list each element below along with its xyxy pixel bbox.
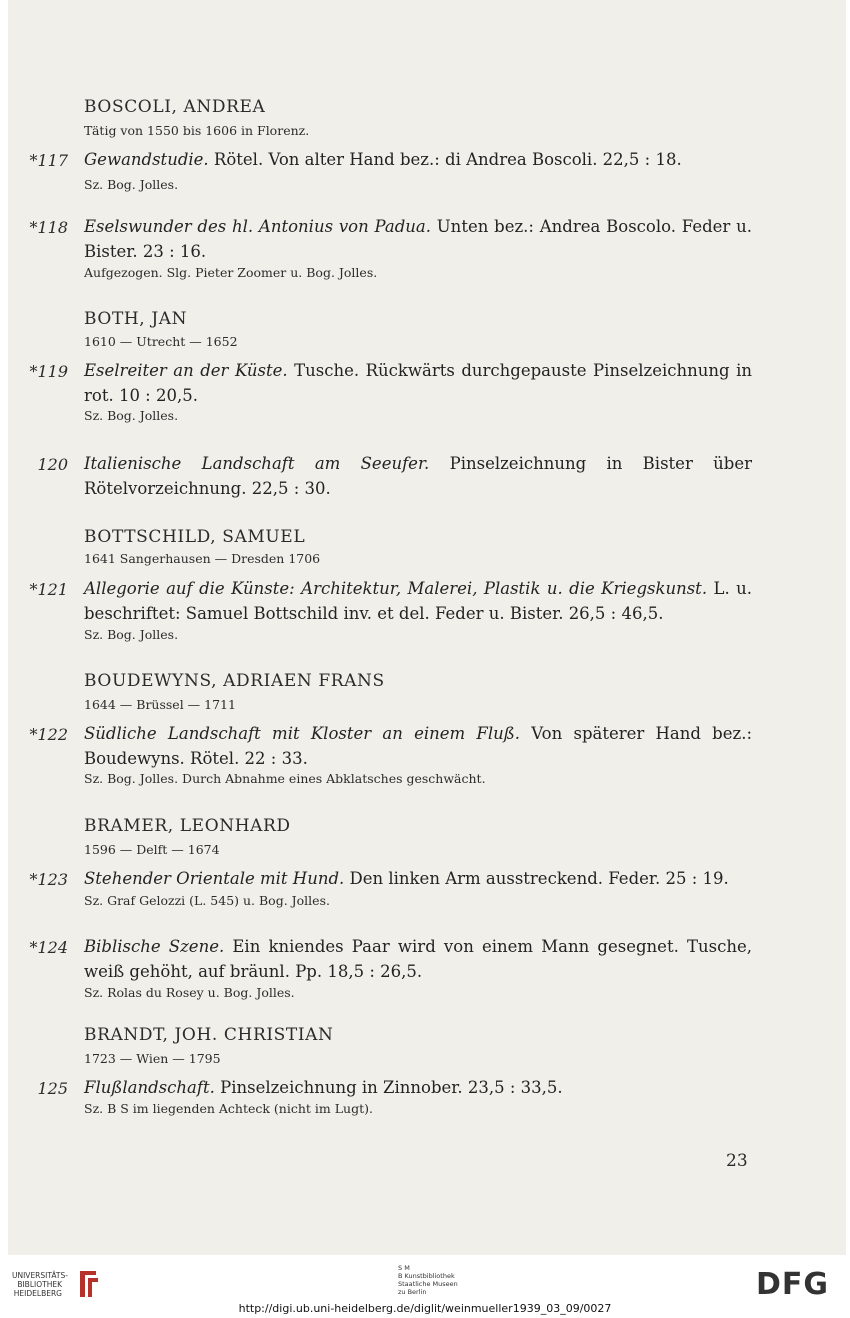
entry-text: Tusche. Rückwärts durchgepauste Pinselzeichnung in rot. 10 : 20,5. — [84, 361, 752, 405]
entry-text: L. u. beschriftet: Samuel Bottschild inv. et del. Feder u. Bister. 26,5 : 46,5. — [84, 579, 752, 623]
entry-title: Eselswunder des hl. Antonius von Padua. — [84, 217, 431, 236]
entry-title: Biblische Szene. — [84, 937, 225, 956]
catalog-number: *118 — [29, 218, 68, 237]
catalog-number: *117 — [29, 151, 68, 170]
entry-description — [84, 451, 752, 501]
catalog-number: 125 — [37, 1079, 68, 1098]
dfg-logo: DFG — [756, 1267, 830, 1302]
catalog-number: *123 — [29, 870, 68, 889]
staatliche-museen-label: S M B Kunstbibliothek Staatliche Museen zu Berlin — [398, 1264, 458, 1296]
entry-note: Sz. Bog. Jolles. — [84, 408, 179, 423]
entry-note: Sz. Graf Gelozzi (L. 545) u. Bog. Jolles. — [84, 893, 330, 908]
entry-title: Südliche Landschaft mit Kloster an einem Fluß. — [84, 724, 521, 743]
page-url-link[interactable]: http://digi.ub.uni-heidelberg.de/diglit/weinmueller1939_03_09/0027 — [238, 1302, 612, 1315]
entry-description — [84, 866, 752, 891]
page-number: 23 — [726, 1151, 748, 1171]
artist-dates: 1641 Sangerhausen — Dresden 1706 — [84, 551, 321, 566]
entry-title: Gewandstudie. — [84, 150, 209, 169]
entry-title: Allegorie auf die Künste: Architektur, Malerei, Plastik u. die Kriegskunst. — [84, 579, 708, 598]
artist-heading: BRAMER, LEONHARD — [84, 816, 291, 836]
entry-description — [84, 1075, 752, 1100]
artist-heading: BRANDT, JOH. CHRISTIAN — [84, 1025, 334, 1045]
entry-description — [84, 214, 752, 264]
entry-text: Unten bez.: Andrea Boscolo. Feder u. Bister. 23 : 16. — [84, 217, 752, 261]
entry-title: Italienische Landschaft am Seeufer. — [84, 454, 430, 473]
entry-text: Pinselzeichnung in Bister über Rötelvorzeichnung. 22,5 : 30. — [84, 454, 752, 498]
artist-heading: BOSCOLI, ANDREA — [84, 97, 266, 117]
entry-description — [84, 934, 752, 984]
entry-note: Sz. Bog. Jolles. — [84, 627, 179, 642]
university-logo-icon — [76, 1267, 102, 1301]
entry-text: Pinselzeichnung in Zinnober. 23,5 : 33,5. — [220, 1078, 563, 1097]
university-library-label: UNIVERSITÄTS- BIBLIOTHEK HEIDELBERG — [12, 1271, 68, 1298]
entry-title: Eselreiter an der Küste. — [84, 361, 288, 380]
entry-note: Aufgezogen. Slg. Pieter Zoomer u. Bog. Jolles. — [84, 265, 378, 280]
catalog-number: *121 — [29, 580, 68, 599]
catalog-number: *119 — [29, 362, 68, 381]
entry-description — [84, 721, 752, 771]
viewer-footer — [0, 1255, 850, 1318]
artist-dates: 1644 — Brüssel — 1711 — [84, 697, 236, 712]
artist-dates: 1610 — Utrecht — 1652 — [84, 334, 238, 349]
artist-heading: BOTH, JAN — [84, 309, 188, 329]
entry-text: Rötel. Von alter Hand bez.: di Andrea Boscoli. 22,5 : 18. — [213, 150, 682, 169]
catalog-number: *122 — [29, 725, 68, 744]
artist-dates: 1596 — Delft — 1674 — [84, 842, 220, 857]
artist-dates: Tätig von 1550 bis 1606 in Florenz. — [84, 123, 310, 138]
entry-note: Sz. B S im liegenden Achteck (nicht im Lugt). — [84, 1101, 373, 1116]
entry-description — [84, 576, 752, 626]
catalog-number: 120 — [37, 455, 68, 474]
artist-heading: BOTTSCHILD, SAMUEL — [84, 527, 306, 547]
entry-note: Sz. Bog. Jolles. Durch Abnahme eines Abklatsches geschwächt. — [84, 771, 486, 786]
entry-title: Flußlandschaft. — [84, 1078, 215, 1097]
entry-title: Stehender Orientale mit Hund. — [84, 869, 345, 888]
entry-text: Von späterer Hand bez.: Boudewyns. Rötel. 22 : 33. — [84, 724, 753, 768]
entry-description — [84, 358, 752, 408]
entry-note: Sz. Rolas du Rosey u. Bog. Jolles. — [84, 985, 295, 1000]
catalog-number: *124 — [29, 938, 68, 957]
artist-dates: 1723 — Wien — 1795 — [84, 1051, 221, 1066]
entry-description — [84, 147, 752, 172]
entry-text: Ein kniendes Paar wird von einem Mann gesegnet. Tusche, weiß gehöht, auf bräunl. Pp. 18,5 : 26,5. — [84, 937, 752, 981]
entry-note: Sz. Bog. Jolles. — [84, 177, 179, 192]
artist-heading: BOUDEWYNS, ADRIAEN FRANS — [84, 671, 385, 691]
entry-text: Den linken Arm ausstreckend. Feder. 25 : 19. — [349, 869, 729, 888]
